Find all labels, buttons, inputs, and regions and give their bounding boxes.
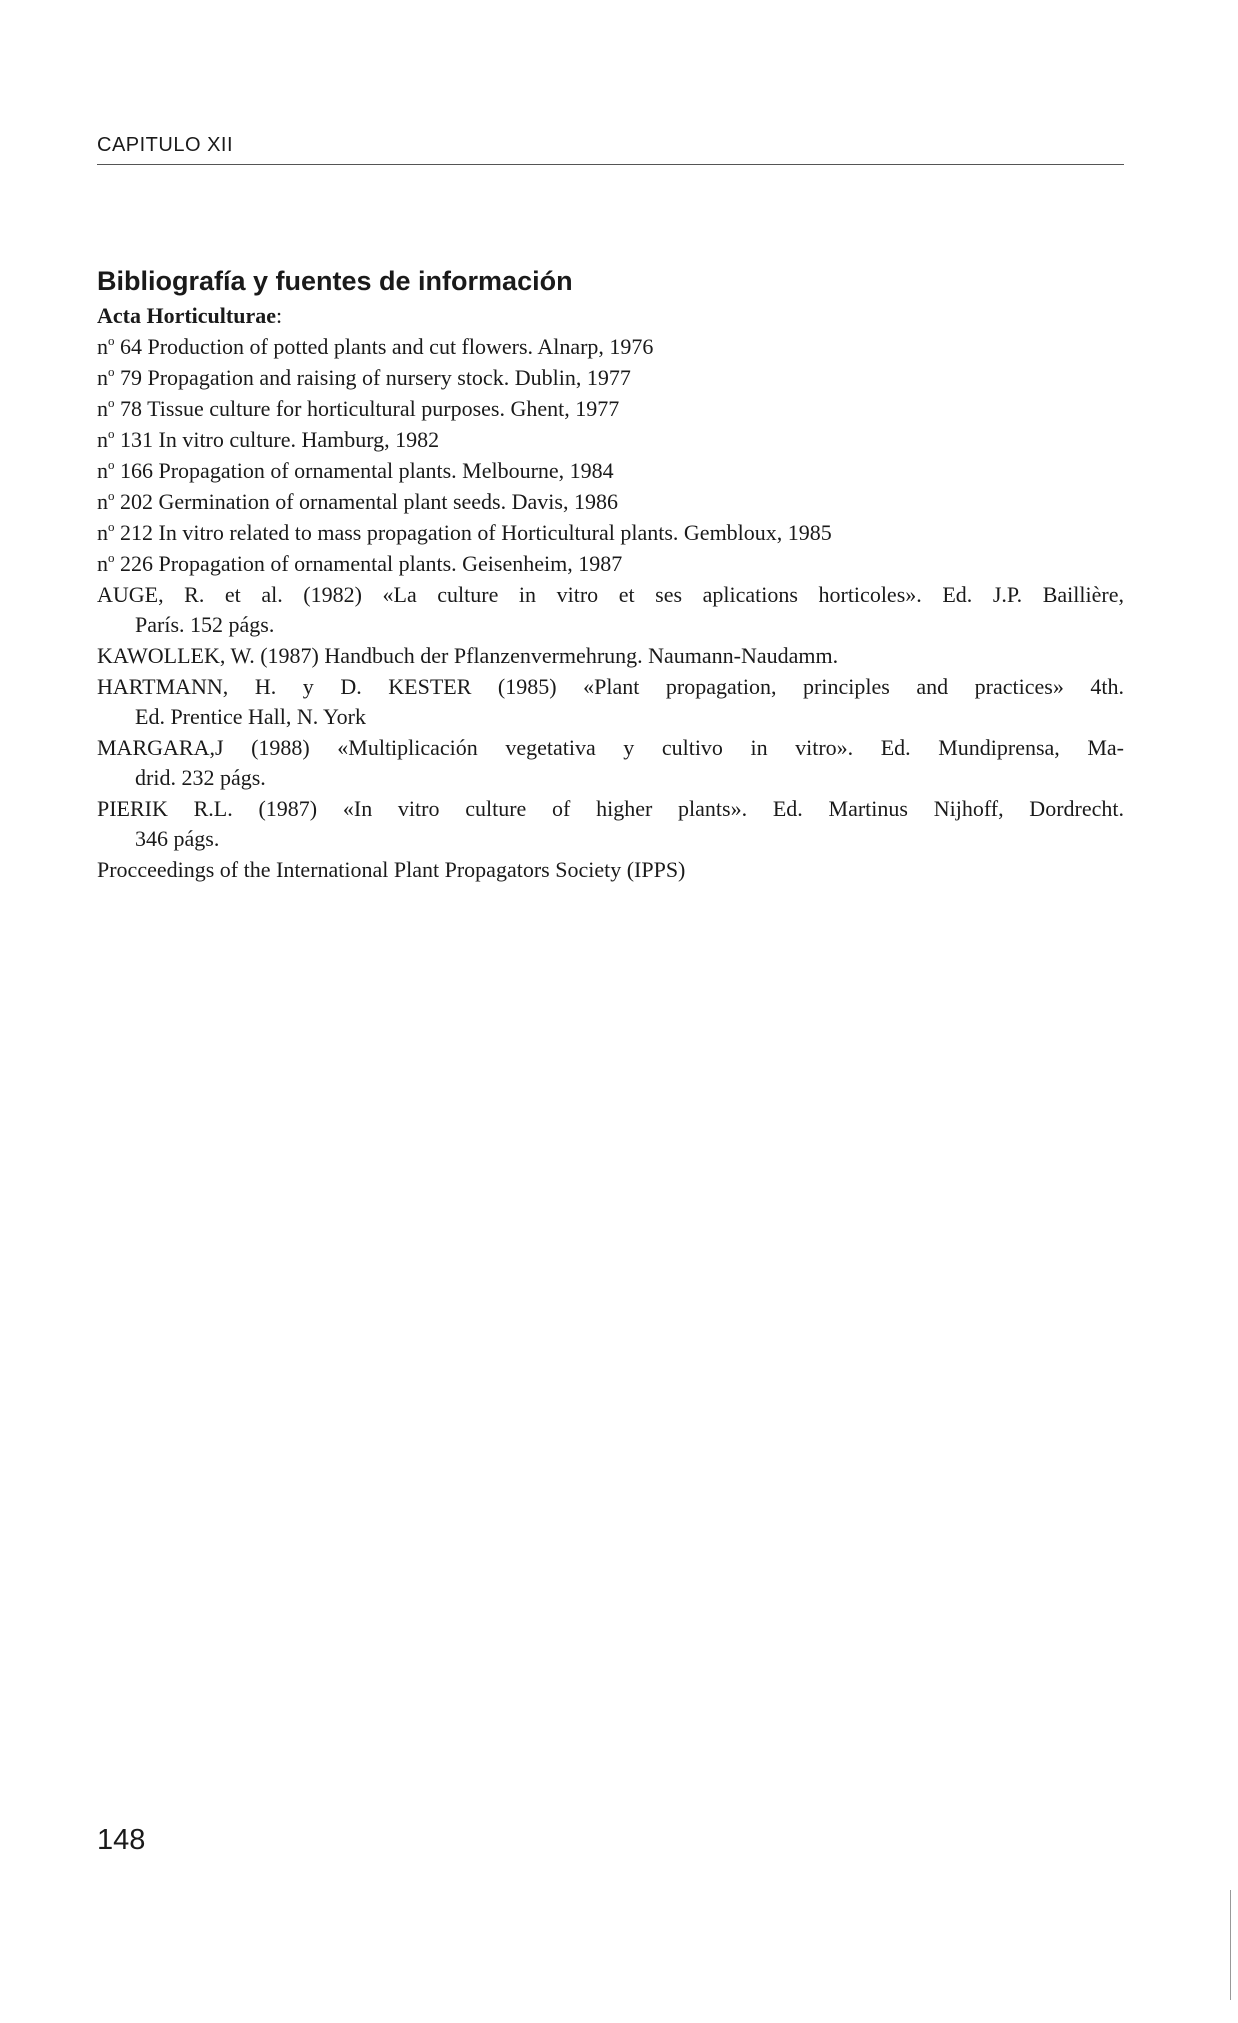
reference-line: MARGARA,J (1988) «Multiplicación vegetativa y cultivo in vitro». Ed. Mundiprensa, Ma-	[97, 735, 1124, 760]
acta-entry: $n^o$ 78 Tissue culture for horticultural purposes. Ghent, 1977	[97, 395, 620, 421]
acta-entry: $n^o$ 166 Propagation of ornamental plants. Melbourne, 1984	[97, 457, 614, 483]
source-label	[97, 300, 1124, 331]
source-label-text: Acta Horticulturae	[97, 303, 276, 328]
bibliography-section	[97, 262, 1124, 885]
reference-proceedings	[97, 855, 1124, 885]
source-label-colon: :	[276, 303, 283, 328]
reference-continuation: 346 págs.	[135, 826, 220, 851]
reference-line: PIERIK R.L. (1987) «In vitro culture of higher plants». Ed. Martinus Nijhoff, Dordrecht.	[97, 796, 1124, 821]
running-header: CAPITULO XII	[97, 134, 234, 156]
acta-entry: $n^o$ 202 Germination of ornamental plant seeds. Davis, 1986	[97, 488, 618, 514]
acta-entry: $n^o$ 212 In vitro related to mass propagation of Horticultural plants. Gembloux, 1985	[97, 519, 832, 545]
acta-list	[97, 331, 1124, 579]
reference-pierik	[97, 794, 1124, 854]
acta-entry: $n^o$ 64 Production of potted plants and cut flowers. Alnarp, 1976	[97, 333, 654, 359]
reference-kawollek	[97, 641, 1124, 671]
reference-continuation: París. 152 págs.	[135, 612, 275, 637]
reference-line: AUGE, R. et al. (1982) «La culture in vitro et ses aplications horticoles». Ed. J.P. Baillière,	[97, 582, 1124, 607]
acta-entry: $n^o$ 226 Propagation of ornamental plants. Geisenheim, 1987	[97, 550, 623, 576]
header-rule	[97, 164, 1124, 165]
reference-line: Procceedings of the International Plant Propagators Society (IPPS)	[97, 857, 686, 882]
page-number: 148	[97, 1824, 146, 1856]
reference-continuation: Ed. Prentice Hall, N. York	[135, 704, 366, 729]
reference-auge	[97, 580, 1124, 640]
reference-continuation: drid. 232 págs.	[135, 765, 266, 790]
reference-line: KAWOLLEK, W. (1987) Handbuch der Pflanzenvermehrung. Naumann-Naudamm.	[97, 643, 839, 668]
reference-list	[97, 580, 1124, 885]
reference-margara	[97, 733, 1124, 793]
page-edge-mark	[1230, 1890, 1231, 2000]
acta-entry: $n^o$ 131 In vitro culture. Hamburg, 1982	[97, 426, 440, 452]
reference-hartmann	[97, 672, 1124, 732]
acta-entry: $n^o$ 79 Propagation and raising of nursery stock. Dublin, 1977	[97, 364, 631, 390]
reference-line: HARTMANN, H. y D. KESTER (1985) «Plant propagation, principles and practices» 4th.	[97, 674, 1124, 699]
section-title: Bibliografía y fuentes de información	[97, 266, 573, 296]
